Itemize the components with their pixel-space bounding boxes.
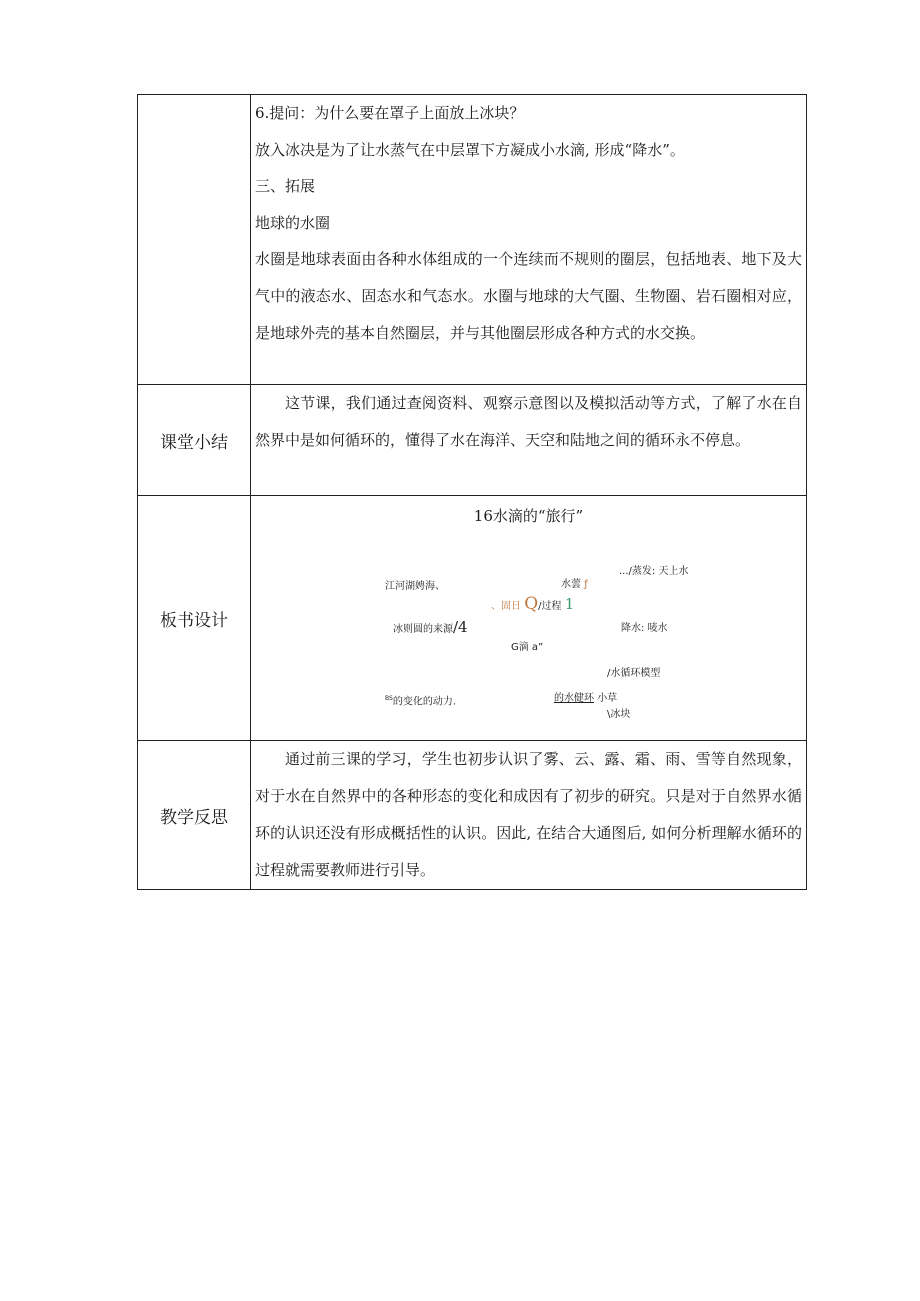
process-number: 1 [564,595,575,613]
board-diagram [251,496,806,740]
cycle-tail: 小草 [597,693,618,704]
hydrosphere-paragraph: 水圈是地球表面由各种水体组成的一个连续而不规则的圈层，包括地表、地下及大气中的液态水、固态水和气态水。水圈与地球的大气圈、生物圈、岩石圈相对应，是地球外壳的基本自然圈层，并与其他圈层形成各种方式的水交换。 [255,250,802,342]
rain-label: 降水: 唛水 [621,623,668,634]
lesson-plan-table [137,94,807,890]
table-row-reflection [138,741,807,890]
answer-line: 放入冰决是为了让水蒸气在中层罩下方凝成小水滴, 形成“降水”。 [255,140,685,159]
topic-title: 地球的水圈 [255,213,331,232]
evaporation-label: .../蒸发: 天上水 [619,566,689,577]
source-text: 冰则圆的来源 [393,624,453,635]
source-label [393,618,468,636]
process-text: /过程 [538,601,562,612]
board-design-content [251,496,807,741]
board-title: 16水滴的“旅行” [473,507,584,525]
summary-paragraph: 这节课，我们通过查阅资料、观察示意图以及模拟活动等方式，了解了水在自然界中是如何循环的，懂得了水在海洋、天空和陆地之间的循环永不停息。 [255,394,802,449]
rivers-label: 江河湖娉海、 [385,581,445,592]
row-label-reflection: 教学反思 [138,741,251,890]
reflection-paragraph: 通过前三课的学习，学生也初步认识了雾、云、露、霜、雨、雪等自然现象，对于水在自然界中的各种形态的变化和成因有了初步的研究。只是对于自然界水循环的认识还没有形成概括性的认识。因此, 在结合大通图后, 如何分析理解水循环的过程就需要教师进行引导。 [255,750,802,879]
row-label-summary: 课堂小结 [138,385,251,496]
reflection-content [251,741,807,890]
source-number: /4 [453,618,468,636]
drop-label: G滴 a” [511,642,544,653]
table-row-board [138,496,807,741]
model-label: /水循环模型 [607,668,661,679]
summary-content [251,385,807,496]
water-vapor-mark: ƒ [584,579,588,590]
row-label-board: 板书设计 [138,496,251,741]
cycle-label [554,693,617,705]
cycle-text: 的水健环 [554,693,594,704]
cause-label [385,693,456,708]
water-vapor-text: 水蕓 [561,579,581,590]
ice-label: \冰块 [607,709,631,720]
row-label-empty [138,95,251,385]
table-row-extension [138,95,807,385]
question-line: 6.提问：为什么要在罩子上面放上冰块？ [255,104,525,122]
table-row-summary [138,385,807,496]
water-vapor-label [561,579,588,591]
section-heading: 三、拓展 [255,177,316,195]
cause-text: 的变化的动力. [392,696,457,708]
process-label [491,594,575,614]
extension-content [251,95,807,385]
process-q: Q [524,594,539,614]
process-prefix: 、固日 [491,601,521,612]
cause-superscript: BS [385,695,393,702]
